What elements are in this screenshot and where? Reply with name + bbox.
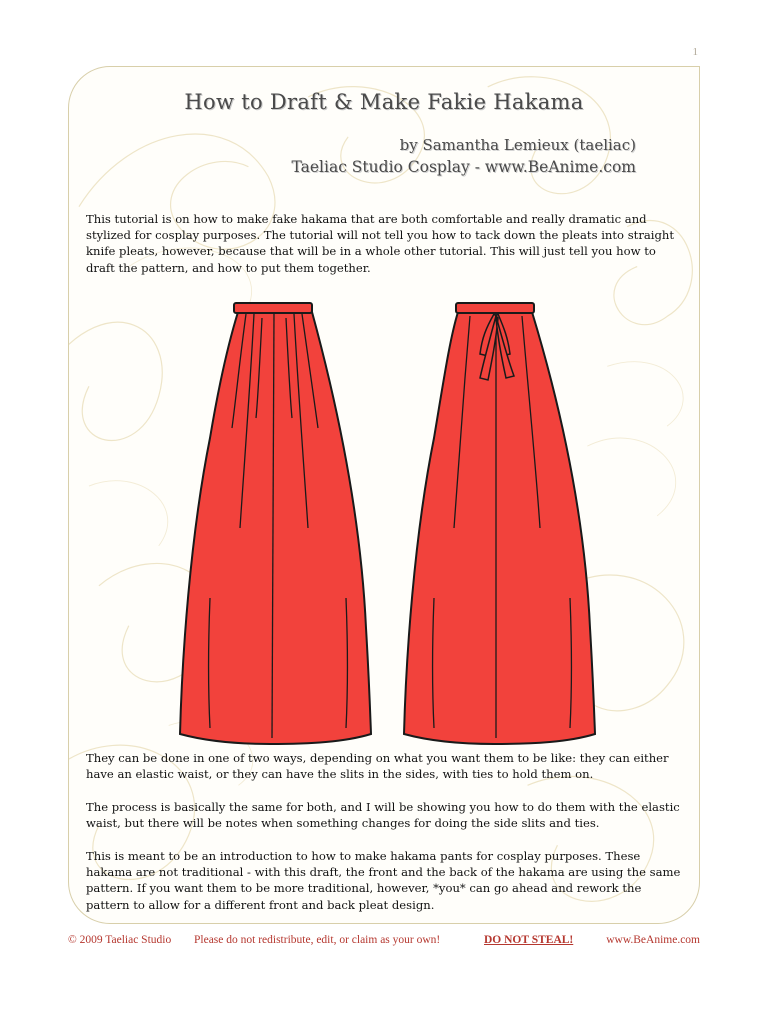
paragraph-introduction-note: This is meant to be an introduction to how to make hakama pants for cosplay purposes. These hakama are not traditional - with this draft, the front and the back of the hakama are using the same pattern. If you want them to be more traditional, however, *you* can go ahead and rework the pattern to allow for a different front and back pleat design. (86, 849, 681, 912)
intro-paragraph: This tutorial is on how to make fake hakama that are both comfortable and really dramatic and stylized for cosplay purposes. The tutorial will not tell you how to tack down the pleats into straight knife pleats, however, because that will be in a whole other tutorial. This will just tell you how to draft the pattern, and how to put them together. (86, 212, 675, 275)
author-byline: by Samantha Lemieux (taeliac) (399, 136, 636, 154)
hakama-front-view (180, 303, 371, 744)
page-number: 1 (692, 46, 698, 58)
footer-warning: DO NOT STEAL! (484, 934, 574, 946)
footer-copyright: © 2009 Taeliac Studio (68, 934, 172, 946)
hakama-back-view (404, 303, 595, 744)
studio-website-line: Taeliac Studio Cosplay - www.BeAnime.com (291, 158, 636, 176)
document-title: How to Draft & Make Fakie Hakama (184, 90, 584, 114)
hakama-illustration (170, 298, 610, 746)
hakama-back-waistband (456, 303, 534, 313)
paragraph-two-ways: They can be done in one of two ways, depending on what you want them to be like: they can either have an elastic waist, or they can have the slits in the sides, with ties to hold them on. (86, 751, 669, 782)
footer-notice: Please do not redistribute, edit, or claim as your own! (194, 934, 441, 946)
hakama-front-waistband (234, 303, 312, 313)
paragraph-process: The process is basically the same for both, and I will be showing you how to do them with the elastic waist, but there will be notes when something changes for doing the side slits and ties. (86, 800, 680, 831)
footer-site: www.BeAnime.com (606, 934, 700, 946)
